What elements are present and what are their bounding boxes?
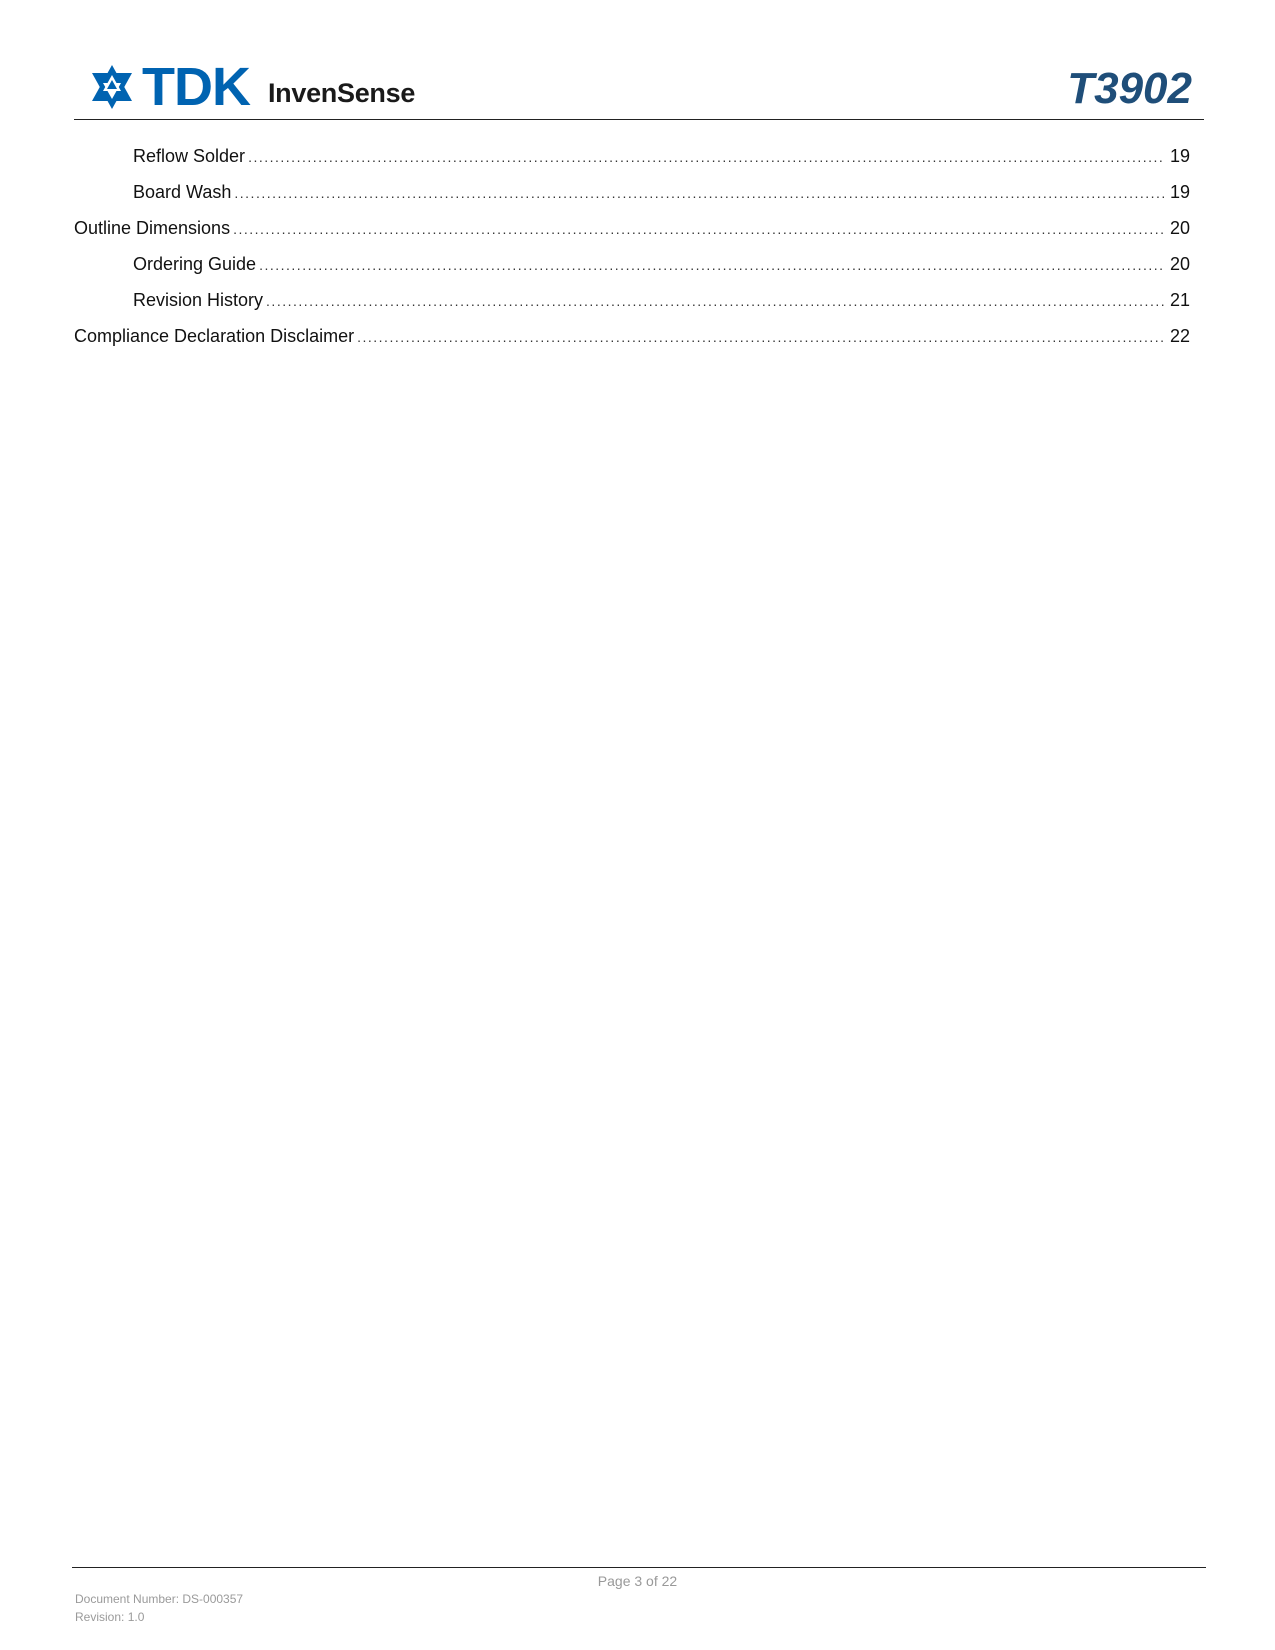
logo-tdk-text: TDK: [142, 57, 250, 117]
document-number: Document Number: DS-000357: [75, 1592, 244, 1606]
toc-entry-page: 20: [1169, 218, 1190, 238]
part-number-title: T3902: [1067, 64, 1192, 113]
toc-entry[interactable]: [74, 146, 1190, 182]
toc-entry-page: 21: [1169, 290, 1190, 310]
toc-entry[interactable]: [74, 218, 1190, 254]
toc-entry-title: Compliance Declaration Disclaimer: [74, 326, 355, 346]
table-of-contents: [74, 146, 1190, 362]
toc-dot-leader: [233, 221, 1165, 237]
toc-entry-title: Outline Dimensions: [74, 218, 231, 238]
toc-dot-leader: [266, 293, 1165, 309]
toc-dot-leader: [259, 257, 1165, 273]
toc-entry[interactable]: [74, 254, 1190, 290]
tdk-logo-icon: [88, 63, 136, 111]
logo-invensense-text: InvenSense: [267, 77, 416, 108]
toc-entry-page: 19: [1169, 182, 1190, 202]
toc-entry-page: 22: [1169, 326, 1190, 346]
toc-entry-title: Revision History: [133, 290, 264, 310]
toc-entry-title: Reflow Solder: [133, 146, 246, 166]
toc-entry[interactable]: [74, 326, 1190, 362]
toc-dot-leader: [248, 149, 1165, 165]
page-header: [74, 58, 1204, 120]
toc-dot-leader: [357, 329, 1165, 345]
toc-dot-leader: [234, 185, 1165, 201]
toc-entry[interactable]: [74, 182, 1190, 218]
toc-entry-title: Ordering Guide: [133, 254, 257, 274]
footer-divider: [72, 1567, 1206, 1568]
toc-entry-title: Board Wash: [133, 182, 232, 202]
page-number: Page 3 of 22: [597, 1573, 678, 1589]
toc-entry[interactable]: [74, 290, 1190, 326]
tdk-invensense-logo: [88, 57, 416, 117]
toc-entry-page: 20: [1169, 254, 1190, 274]
toc-entry-page: 19: [1169, 146, 1190, 166]
revision-label: Revision: 1.0: [75, 1610, 145, 1624]
header-divider: [74, 119, 1204, 120]
